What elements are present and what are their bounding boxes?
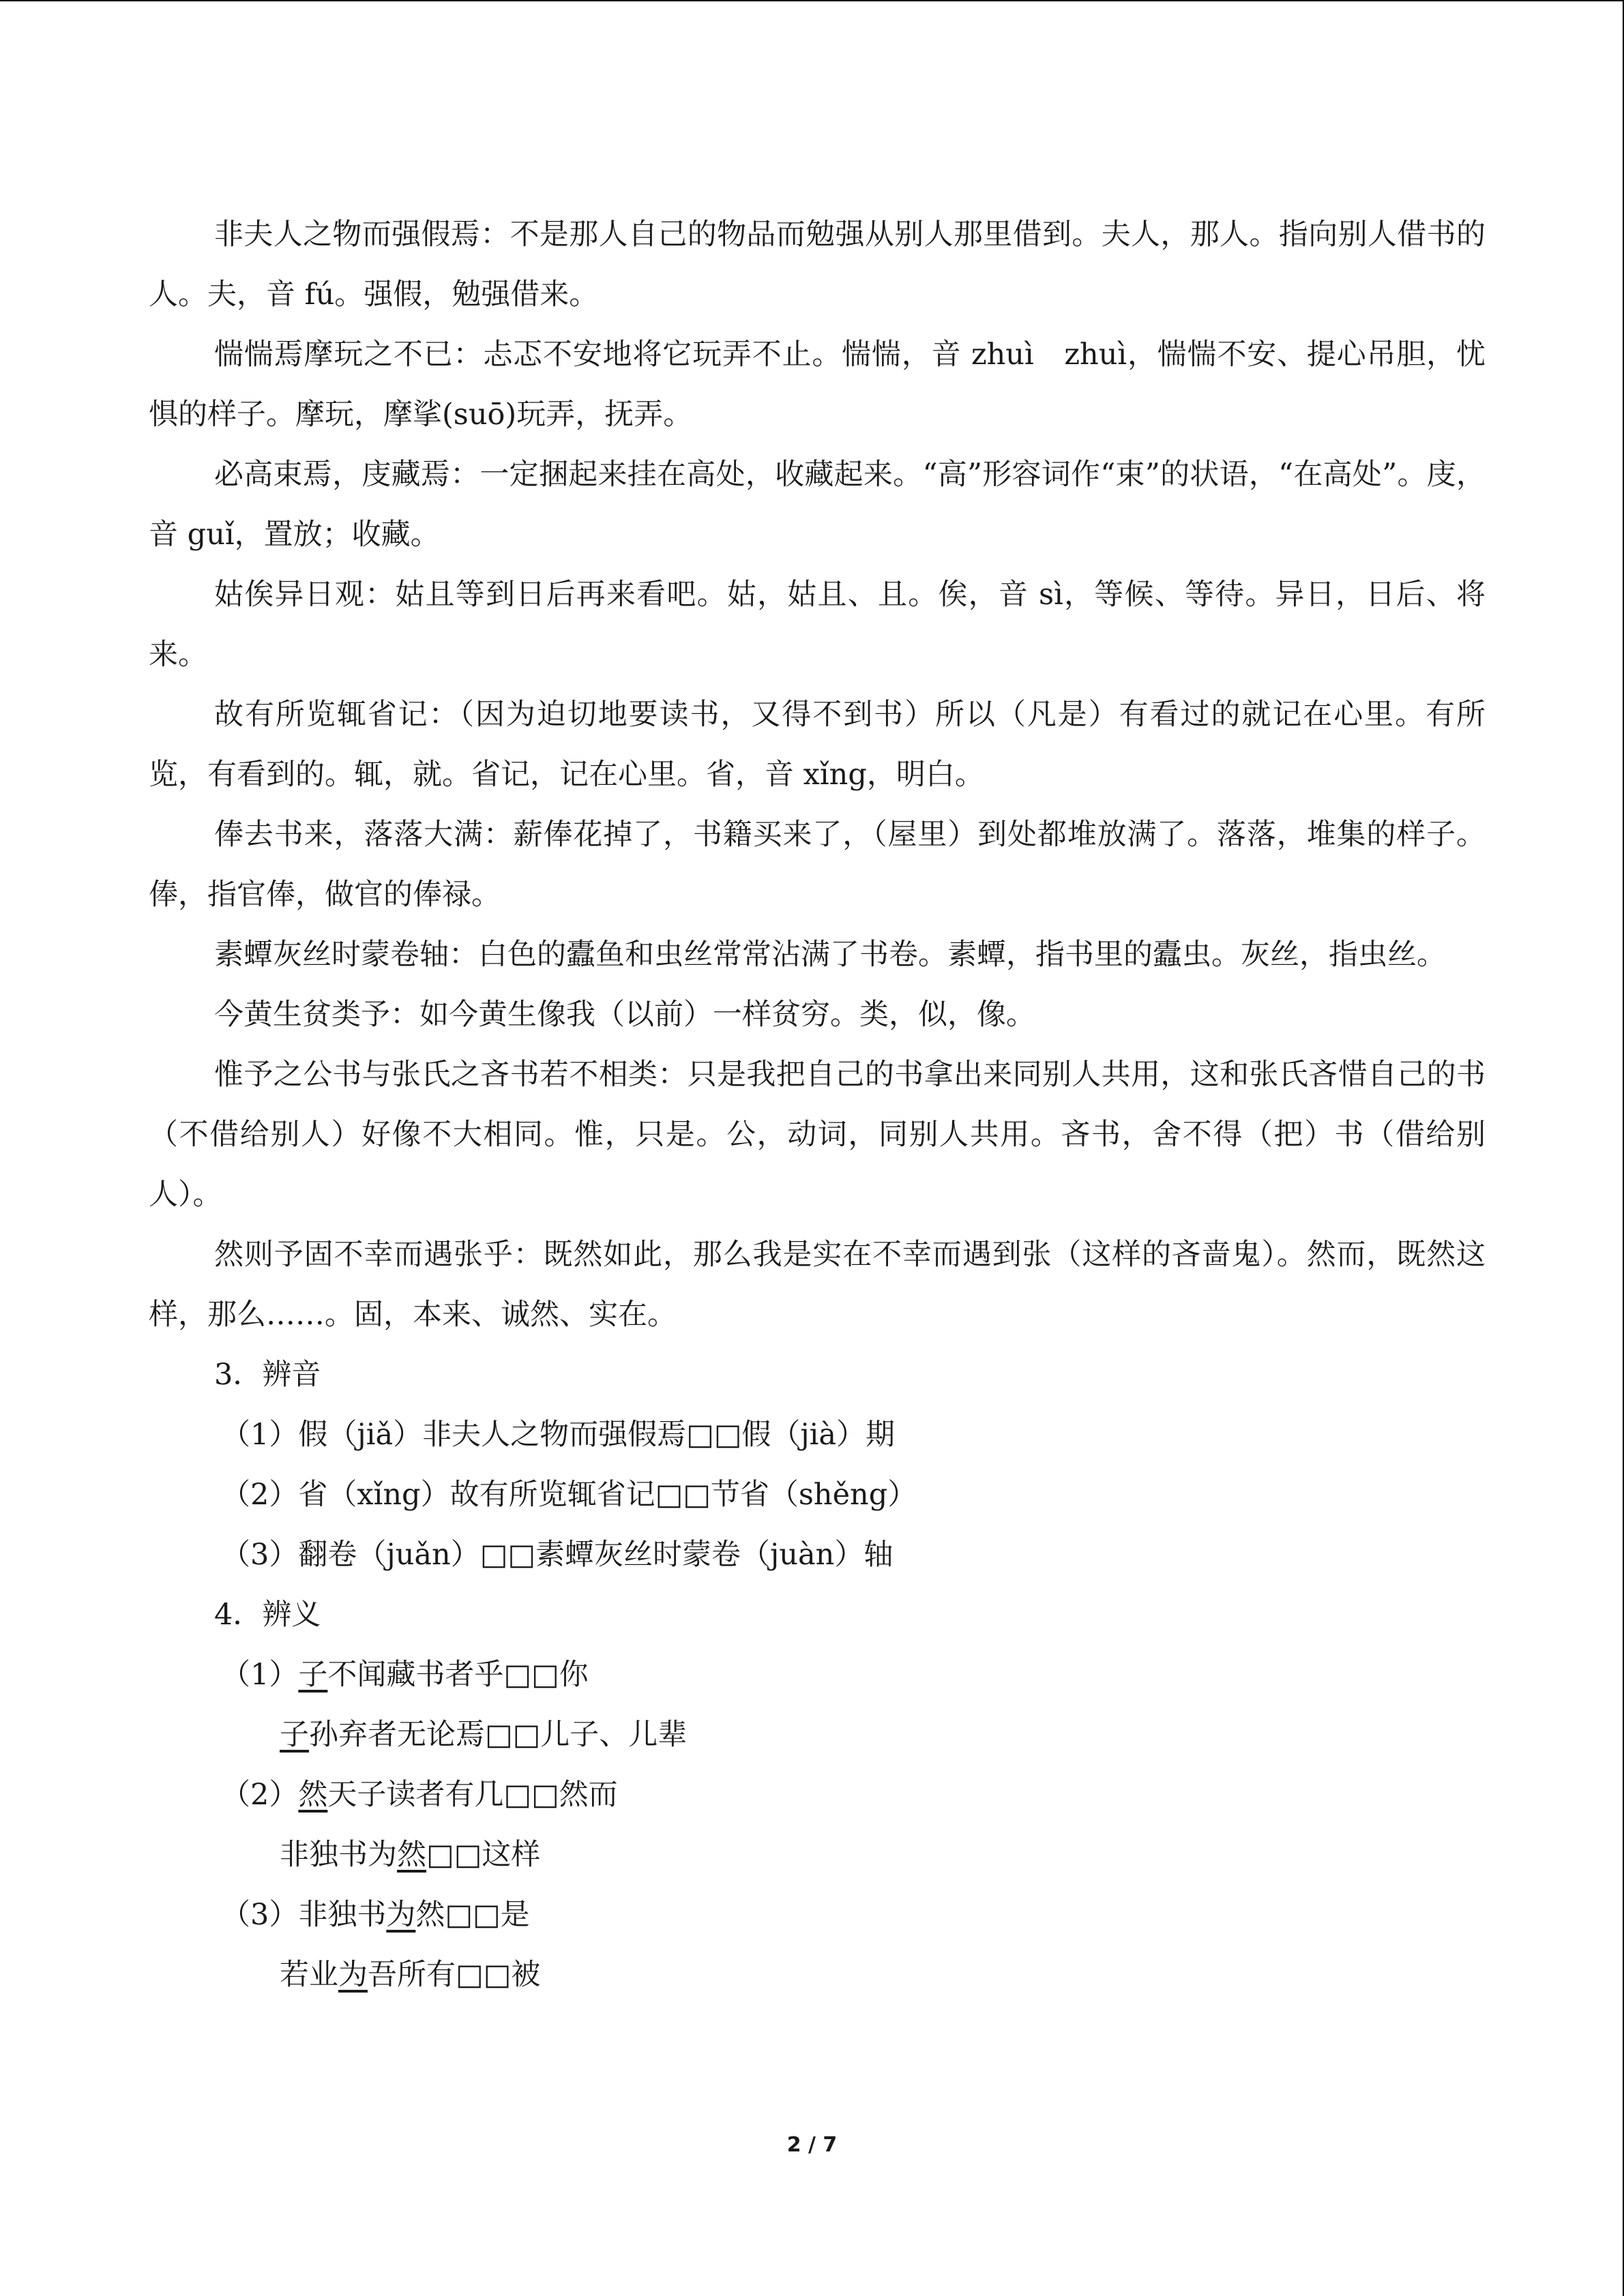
- annotation-paragraph: 俸去书来，落落大满：薪俸花掉了，书籍买来了，（屋里）到处都堆放满了。落落，堆集的样子。俸，指官俸，做官的俸禄。: [149, 818, 1486, 912]
- underlined-character: 为: [338, 1958, 368, 1992]
- meaning-item: [149, 1945, 1486, 2005]
- meaning-text: 然□□是: [415, 1898, 530, 1932]
- underlined-character: 子: [280, 1718, 309, 1752]
- pronunciation-item: （2）省（xǐng）故有所览辄省记□□节省（shěng）: [221, 1478, 917, 1512]
- underlined-character: 然: [298, 1778, 328, 1812]
- item-number: （1）: [221, 1658, 299, 1692]
- meaning-text: 不闻藏书者乎□□你: [327, 1658, 589, 1692]
- meaning-item: [149, 1765, 1486, 1825]
- meaning-text: □□这样: [426, 1838, 541, 1872]
- annotation-paragraph: 姑俟异日观：姑且等到日后再来看吧。姑，姑且、且。俟，音 sì，等候、等待。异日，日后、将来。: [149, 578, 1486, 672]
- annotation-paragraph: 惴惴焉摩玩之不已：忐忑不安地将它玩弄不止。惴惴，音 zhuì zhuì，惴惴不安、提心吊胆，忧惧的样子。摩玩，摩挲(suō)玩弄，抚弄。: [149, 338, 1486, 432]
- meaning-item: [149, 1645, 1486, 1705]
- section-heading-pronunciation: 3．辨音: [214, 1358, 321, 1392]
- pronunciation-item: （3）翻卷（juǎn）□□素蟫灰丝时蒙卷（juàn）轴: [221, 1538, 894, 1572]
- annotation-paragraph: 惟予之公书与张氏之吝书若不相类：只是我把自己的书拿出来同别人共用，这和张氏吝惜自己的书（不借给别人）好像不大相同。惟，只是。公，动词，同别人共用。吝书，舍不得（把）书（借给别人）。: [149, 1058, 1486, 1212]
- annotation-paragraph: 今黄生贫类予：如今黄生像我（以前）一样贫穷。类，似，像。: [214, 998, 1035, 1032]
- annotation-paragraph: 必高束焉，庋藏焉：一定捆起来挂在高处，收藏起来。“高”形容词作“束”的状语，“在高处”。庋，音 guǐ，置放；收藏。: [149, 458, 1486, 552]
- meaning-text: 非独书为: [280, 1838, 397, 1872]
- pronunciation-item: （1）假（jiǎ）非夫人之物而强假焉□□假（jià）期: [221, 1418, 896, 1452]
- underlined-character: 然: [397, 1838, 426, 1872]
- annotation-paragraph: 素蟫灰丝时蒙卷轴：白色的蠹鱼和虫丝常常沾满了书卷。素蟫，指书里的蠹虫。灰丝，指虫丝。: [214, 938, 1446, 972]
- annotation-paragraph: 故有所览辄省记：（因为迫切地要读书，又得不到书）所以（凡是）有看过的就记在心里。有所览，有看到的。辄，就。省记，记在心里。省，音 xǐng，明白。: [149, 698, 1486, 792]
- underlined-character: 子: [298, 1658, 328, 1692]
- document-body: [149, 205, 1486, 2005]
- annotation-paragraph: 然则予固不幸而遇张乎：既然如此，那么我是实在不幸而遇到张（这样的吝啬鬼）。然而，既然这样，那么……。固，本来、诚然、实在。: [149, 1238, 1486, 1332]
- meaning-item: [149, 1825, 1486, 1885]
- underlined-character: 为: [386, 1898, 416, 1932]
- item-number: （3）: [221, 1898, 299, 1932]
- page-number: 2 / 7: [786, 2133, 838, 2157]
- annotation-paragraph: 非夫人之物而强假焉：不是那人自己的物品而勉强从别人那里借到。夫人，那人。指向别人借书的人。夫，音 fú。强假，勉强借来。: [149, 218, 1486, 312]
- meaning-text: 若业: [280, 1958, 338, 1992]
- meaning-item: [149, 1885, 1486, 1945]
- meaning-text: 天子读者有几□□然而: [327, 1778, 618, 1812]
- item-number: （2）: [221, 1778, 299, 1812]
- meaning-text: 非独书: [298, 1898, 387, 1932]
- meaning-text: 孙弃者无论焉□□儿子、儿辈: [309, 1718, 688, 1752]
- section-heading-meaning: 4．辨义: [214, 1598, 321, 1632]
- meaning-text: 吾所有□□被: [368, 1958, 541, 1992]
- meaning-item: [149, 1705, 1486, 1765]
